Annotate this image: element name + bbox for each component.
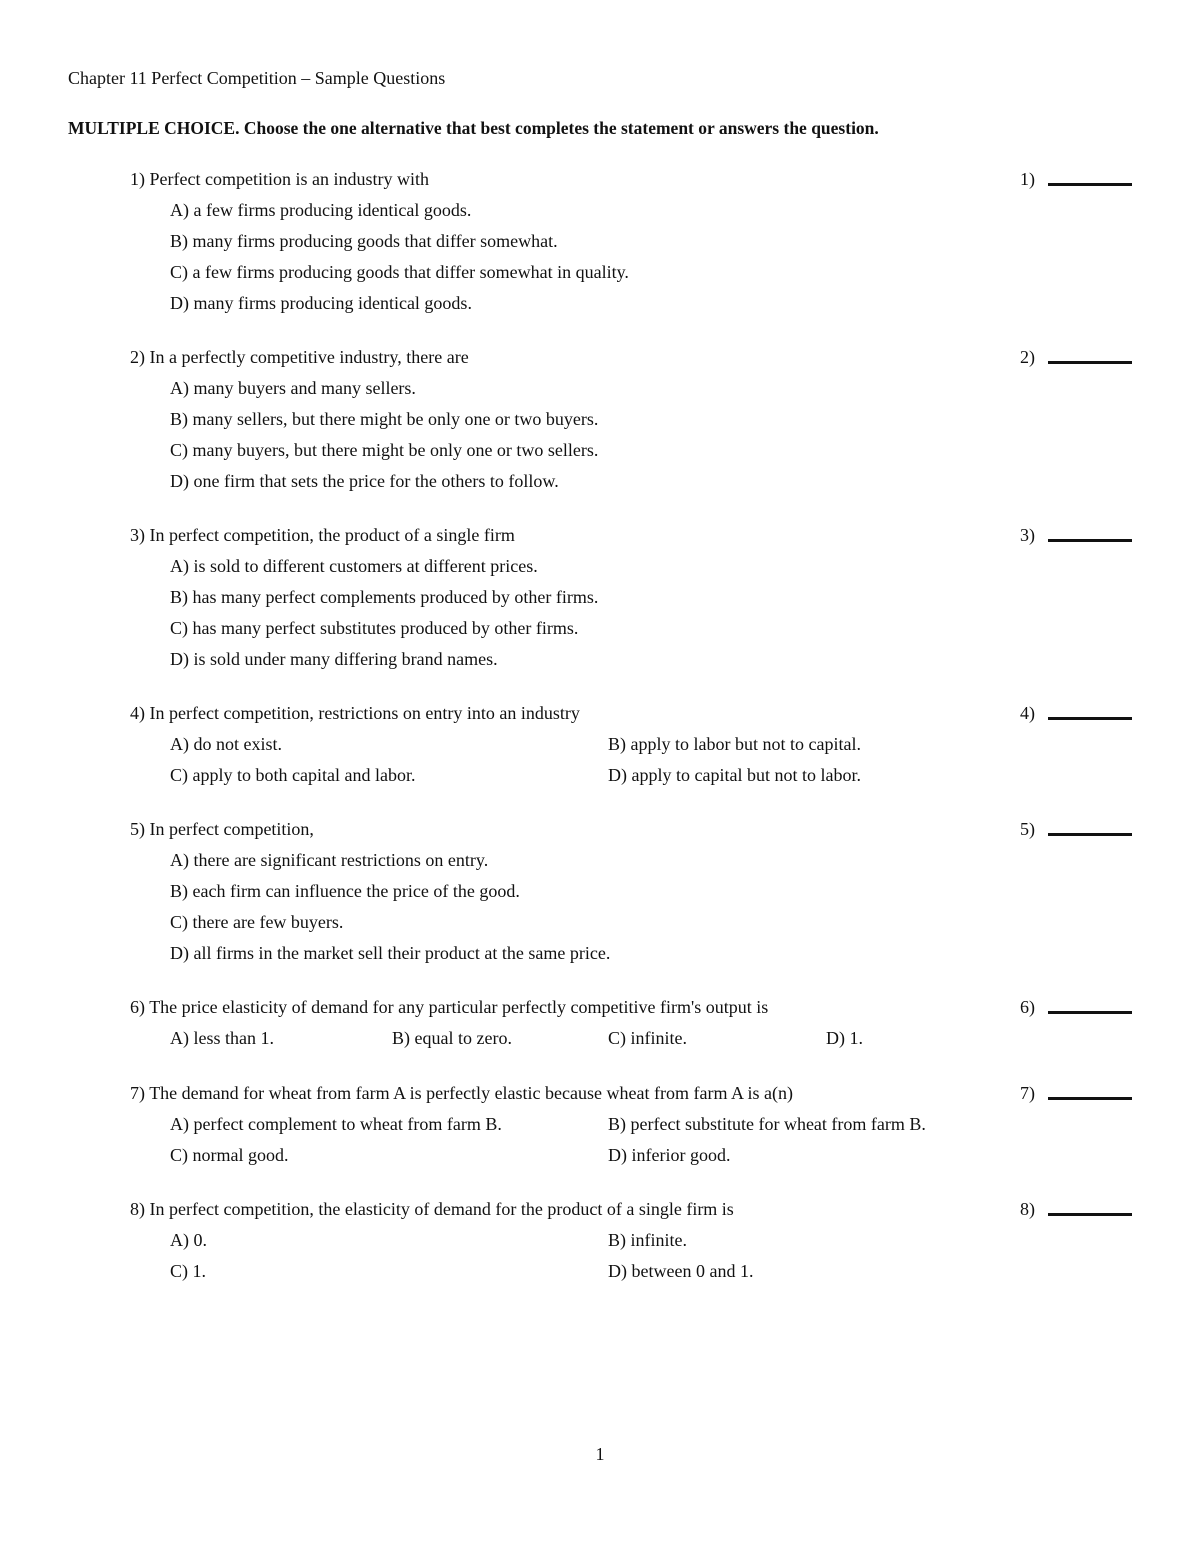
option-a[interactable]: A) less than 1. xyxy=(170,1028,274,1048)
answer-line xyxy=(1048,1097,1132,1100)
option-d[interactable]: D) many firms producing identical goods. xyxy=(170,293,472,313)
answer-blank[interactable] xyxy=(1020,818,1132,840)
option-d[interactable]: D) between 0 and 1. xyxy=(608,1261,754,1281)
question-number: 6) xyxy=(130,997,145,1017)
answer-blank[interactable] xyxy=(1020,524,1132,546)
question-4 xyxy=(130,702,1132,785)
option-a[interactable]: A) perfect complement to wheat from farm B. xyxy=(170,1114,502,1134)
answer-line xyxy=(1048,1213,1132,1216)
option-b[interactable]: B) many sellers, but there might be only one or two buyers. xyxy=(170,409,599,429)
option-d[interactable]: D) inferior good. xyxy=(608,1145,731,1165)
question-6 xyxy=(130,996,1132,1048)
answer-number: 3) xyxy=(1020,525,1035,545)
question-text: In perfect competition, the elasticity of demand for the product of a single firm is xyxy=(149,1199,734,1219)
answer-number: 1) xyxy=(1020,169,1035,189)
answer-blank[interactable] xyxy=(1020,702,1132,724)
question-text: In a perfectly competitive industry, there are xyxy=(149,347,469,367)
answer-number: 8) xyxy=(1020,1199,1035,1219)
answer-number: 7) xyxy=(1020,1083,1035,1103)
answer-number: 4) xyxy=(1020,703,1035,723)
answer-blank[interactable] xyxy=(1020,1198,1132,1220)
question-5 xyxy=(130,818,1132,963)
option-c[interactable]: C) infinite. xyxy=(608,1028,687,1048)
option-c[interactable]: C) a few firms producing goods that differ somewhat in quality. xyxy=(170,262,629,282)
option-a[interactable]: A) a few firms producing identical goods. xyxy=(170,200,472,220)
question-3 xyxy=(130,524,1132,669)
question-text: Perfect competition is an industry with xyxy=(149,169,429,189)
answer-blank[interactable] xyxy=(1020,168,1132,190)
question-number: 2) xyxy=(130,347,145,367)
question-1 xyxy=(130,168,1132,313)
question-number: 4) xyxy=(130,703,145,723)
option-c[interactable]: C) normal good. xyxy=(170,1145,289,1165)
answer-line xyxy=(1048,833,1132,836)
option-c[interactable]: C) there are few buyers. xyxy=(170,912,344,932)
option-d[interactable]: D) 1. xyxy=(826,1028,863,1048)
question-text: The demand for wheat from farm A is perfectly elastic because wheat from farm A is a(n) xyxy=(149,1083,793,1103)
question-2 xyxy=(130,346,1132,491)
answer-line xyxy=(1048,183,1132,186)
answer-line xyxy=(1048,361,1132,364)
question-number: 3) xyxy=(130,525,145,545)
question-number: 7) xyxy=(130,1083,145,1103)
question-number: 8) xyxy=(130,1199,145,1219)
option-b[interactable]: B) many firms producing goods that differ somewhat. xyxy=(170,231,558,251)
page-number: 1 xyxy=(595,1444,605,1464)
option-a[interactable]: A) is sold to different customers at different prices. xyxy=(170,556,538,576)
option-c[interactable]: C) many buyers, but there might be only one or two sellers. xyxy=(170,440,599,460)
answer-line xyxy=(1048,1011,1132,1014)
option-c[interactable]: C) 1. xyxy=(170,1261,206,1281)
answer-number: 2) xyxy=(1020,347,1035,367)
question-text: In perfect competition, the product of a single firm xyxy=(149,525,515,545)
option-d[interactable]: D) all firms in the market sell their product at the same price. xyxy=(170,943,611,963)
question-text: In perfect competition, restrictions on entry into an industry xyxy=(149,703,580,723)
option-a[interactable]: A) 0. xyxy=(170,1230,207,1250)
question-text: In perfect competition, xyxy=(149,819,314,839)
answer-blank[interactable] xyxy=(1020,996,1132,1018)
question-number: 5) xyxy=(130,819,145,839)
page-header: Chapter 11 Perfect Competition – Sample Questions xyxy=(68,68,446,88)
option-b[interactable]: B) equal to zero. xyxy=(392,1028,512,1048)
answer-blank[interactable] xyxy=(1020,346,1132,368)
answer-number: 5) xyxy=(1020,819,1035,839)
question-number: 1) xyxy=(130,169,145,189)
answer-number: 6) xyxy=(1020,997,1035,1017)
option-d[interactable]: D) apply to capital but not to labor. xyxy=(608,765,861,785)
option-c[interactable]: C) apply to both capital and labor. xyxy=(170,765,416,785)
option-d[interactable]: D) is sold under many differing brand names. xyxy=(170,649,498,669)
question-text: The price elasticity of demand for any particular perfectly competitive firm's output is xyxy=(149,997,769,1017)
answer-blank[interactable] xyxy=(1020,1082,1132,1104)
option-a[interactable]: A) many buyers and many sellers. xyxy=(170,378,416,398)
question-7 xyxy=(130,1082,1132,1165)
option-b[interactable]: B) has many perfect complements produced by other firms. xyxy=(170,587,599,607)
option-b[interactable]: B) infinite. xyxy=(608,1230,687,1250)
answer-line xyxy=(1048,717,1132,720)
option-b[interactable]: B) perfect substitute for wheat from farm B. xyxy=(608,1114,926,1134)
option-c[interactable]: C) has many perfect substitutes produced by other firms. xyxy=(170,618,579,638)
instructions: MULTIPLE CHOICE. Choose the one alternative that best completes the statement or answers the question. xyxy=(68,118,879,138)
option-b[interactable]: B) apply to labor but not to capital. xyxy=(608,734,861,754)
option-d[interactable]: D) one firm that sets the price for the others to follow. xyxy=(170,471,559,491)
option-b[interactable]: B) each firm can influence the price of the good. xyxy=(170,881,520,901)
answer-line xyxy=(1048,539,1132,542)
question-8 xyxy=(130,1198,1132,1281)
option-a[interactable]: A) do not exist. xyxy=(170,734,282,754)
option-a[interactable]: A) there are significant restrictions on entry. xyxy=(170,850,489,870)
